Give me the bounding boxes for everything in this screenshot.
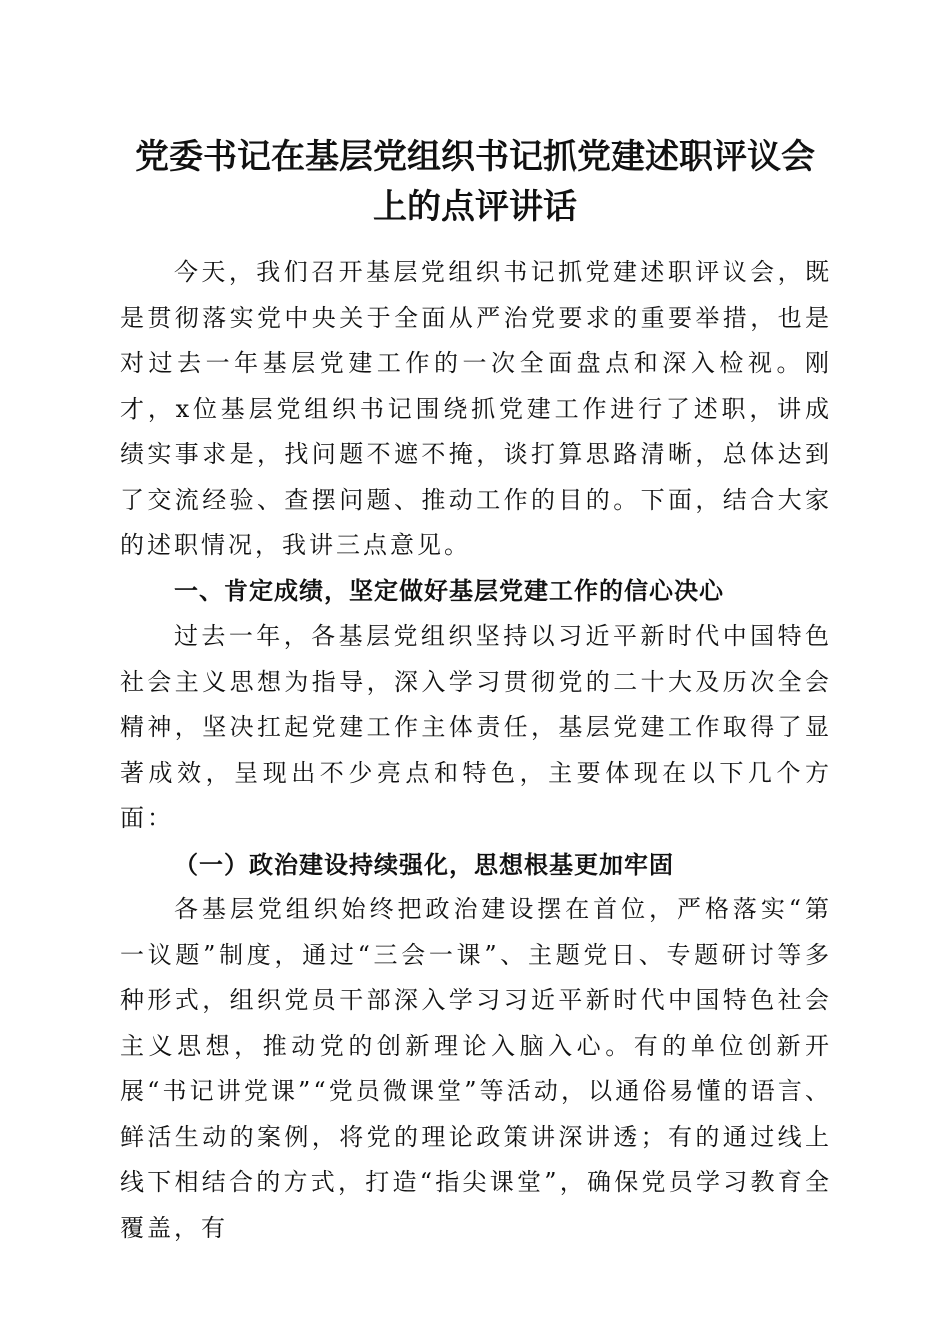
- title-line-1: 党委书记在基层党组织书记抓党建述职评议会: [135, 137, 815, 177]
- document-title: [100, 132, 850, 232]
- title-line-2: 上的点评讲话: [373, 187, 577, 227]
- section-heading-1: 一、肯定成绩，坚定做好基层党建工作的信心决心: [174, 576, 724, 605]
- paragraph-achievements: 过去一年，各基层党组织坚持以习近平新时代中国特色社会主义思想为指导，深入学习贯彻党的二十大及历次全会精神，坚决扛起党建工作主体责任，基层党建工作取得了显著成效，呈现出不少亮点和特色，主要体现在以下几个方面：: [120, 622, 832, 832]
- subsection-heading-1: （一）政治建设持续强化，思想根基更加牢固: [174, 849, 674, 879]
- paragraph-political-building: 各基层党组织始终把政治建设摆在首位，严格落实“第一议题”制度，通过“三会一课”、主题党日、专题研讨等多种形式，组织党员干部深入学习习近平新时代中国特色社会主义思想，推动党的创新理论入脑入心。有的单位创新开展“书记讲党课”“党员微课堂”等活动，以通俗易懂的语言、鲜活生动的案例，将党的理论政策讲深讲透；有的通过线上线下相结合的方式，打造“指尖课堂”，确保党员学习教育全覆盖，有: [120, 895, 832, 1242]
- document-body: [120, 250, 832, 1251]
- paragraph-intro: 今天，我们召开基层党组织书记抓党建述职评议会，既是贯彻落实党中央关于全面从严治党要求的重要举措，也是对过去一年基层党建工作的一次全面盘点和深入检视。刚才，x位基层党组织书记围绕抓党建工作进行了述职，讲成绩实事求是，找问题不遮不掩，谈打算思路清晰，总体达到了交流经验、查摆问题、推动工作的目的。下面，结合大家的述职情况，我讲三点意见。: [120, 258, 832, 559]
